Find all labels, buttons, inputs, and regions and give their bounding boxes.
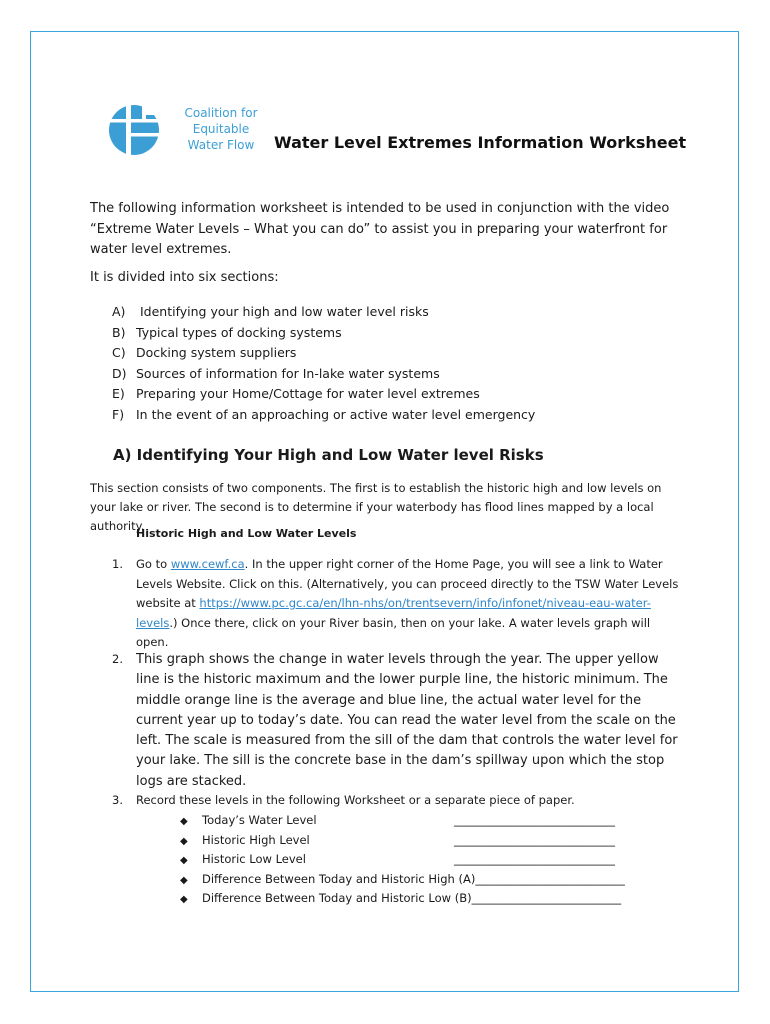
section-list	[112, 302, 535, 425]
diamond-bullet-icon: ◆	[180, 835, 188, 847]
list-item	[112, 343, 535, 364]
worksheet-label: Difference Between Today and Historic Low (B)	[202, 891, 472, 906]
step-number: 2.	[112, 652, 123, 666]
diamond-bullet-icon: ◆	[180, 874, 188, 886]
logo-line-3: Water Flow	[187, 138, 255, 152]
diamond-bullet-icon: ◆	[180, 894, 188, 906]
section-letter: B)	[112, 324, 126, 340]
step-text-post: .) Once there, click on your River basin, then on your lake. A water levels graph will open.	[136, 615, 651, 649]
answer-blank[interactable]: ____________________________	[454, 852, 615, 867]
section-letter: E)	[112, 386, 125, 401]
coalition-logo	[108, 104, 268, 160]
logo-wordmark	[166, 105, 276, 153]
worksheet-item	[180, 850, 625, 870]
step-text-pre: Go to	[136, 557, 171, 571]
section-a-heading: A) Identifying Your High and Low Water level Risks	[113, 446, 544, 464]
section-title: Sources of information for In-lake water systems	[136, 365, 440, 381]
diamond-bullet-icon: ◆	[180, 816, 188, 827]
worksheet-label: Historic Low Level	[202, 852, 306, 867]
tsw-water-levels-link[interactable]: https://www.pc.gc.ca/en/lhn-nhs/on/trentsevern/info/infonet/niveau-eau-water-levels	[136, 596, 651, 630]
worksheet-list	[180, 811, 625, 909]
worksheet-item	[180, 889, 625, 909]
section-title: In the event of an approaching or active water level emergency	[136, 406, 536, 422]
answer-blank[interactable]: __________________________	[475, 871, 625, 886]
list-item	[112, 364, 535, 385]
answer-blank[interactable]: ____________________________	[454, 832, 615, 847]
step-text: Record these levels in the following Worksheet or a separate piece of paper.	[136, 793, 575, 807]
worksheet-label: Today’s Water Level	[202, 813, 317, 827]
section-letter: A)	[112, 304, 126, 319]
list-item	[112, 405, 535, 426]
list-item	[112, 323, 535, 344]
section-title: Docking system suppliers	[136, 345, 297, 360]
logo-line-2: Equitable	[192, 122, 250, 136]
section-letter: F)	[112, 406, 125, 422]
worksheet-item	[180, 870, 625, 890]
step-text	[136, 555, 686, 653]
answer-blank[interactable]: ____________________________	[454, 813, 615, 827]
section-letter: C)	[112, 345, 126, 360]
section-a-intro: This section consists of two components. The first is to establish the historic high and low levels on your lake or river. The second is to determine if your waterbody has flood lines mapped by a local authority.	[90, 481, 662, 533]
list-item	[112, 384, 535, 405]
page-title: Water Level Extremes Information Worksheet	[274, 133, 687, 152]
step-text: This graph shows the change in water levels through the year. The upper yellow line is the historic maximum and the lower purple line, the historic minimum. The middle orange line is the average and blue line, the actual water level for the current year up to today’s date. You can read the water level from the scale on the left. The scale is measured from the sill of the dam that controls the water level for your lake. The sill is the concrete base in the dam’s spillway upon which the stop logs are stacked.	[136, 652, 678, 789]
worksheet-item	[180, 811, 625, 831]
step-number: 3.	[112, 793, 123, 807]
water-flow-logo-icon	[108, 104, 160, 156]
answer-blank[interactable]: __________________________	[471, 891, 622, 906]
diamond-bullet-icon: ◆	[180, 855, 188, 867]
section-title: Identifying your high and low water level risks	[136, 304, 429, 319]
cewf-link[interactable]: www.cewf.ca	[170, 557, 245, 571]
section-letter: D)	[112, 365, 127, 381]
step-text-mid: . In the upper right corner of the Home Page, you will see a link to Water Levels Website. Click on this. (Alternatively, you can proceed directly to the TSW Water Levels website at	[136, 557, 679, 610]
sections-intro: It is divided into six sections:	[90, 270, 279, 285]
section-title: Preparing your Home/Cottage for water level extremes	[136, 386, 480, 401]
section-title: Typical types of docking systems	[136, 324, 342, 340]
historic-levels-subheading: Historic High and Low Water Levels	[136, 527, 357, 540]
worksheet-label: Difference Between Today and Historic High (A)	[202, 871, 476, 886]
worksheet-label: Historic High Level	[202, 832, 310, 847]
list-item	[112, 302, 535, 323]
step-number: 1.	[112, 557, 123, 571]
logo-line-1: Coalition for	[184, 106, 258, 120]
intro-paragraph: The following information worksheet is intended to be used in conjunction with the video “Extreme Water Levels – What you can do” to assist you in preparing your waterfront for water level extremes.	[90, 201, 670, 257]
worksheet-item	[180, 831, 625, 851]
